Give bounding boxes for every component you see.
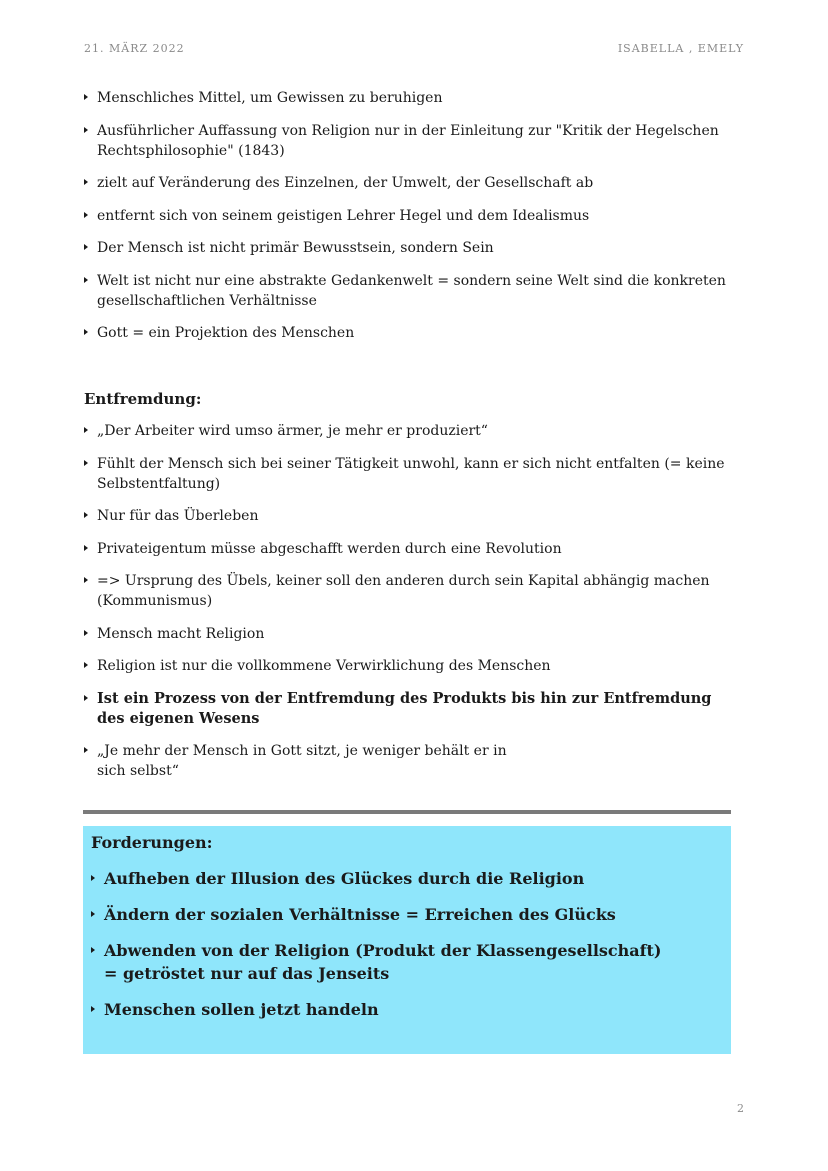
page-header [84,42,744,58]
bullet-icon [84,427,88,433]
section-divider [83,810,731,814]
bullet-icon [91,947,95,953]
list-item-text: zielt auf Veränderung des Einzelnen, der Umwelt, der Gesellschaft ab [97,175,594,191]
bullet-icon [84,545,88,551]
list-item-text: Fühlt der Mensch sich bei seiner Tätigkeit unwohl, kann er sich nicht entfalten (= keine Selbstentfaltung) [97,455,725,492]
bullet-icon [84,94,88,100]
forderungen-callout [83,826,731,1054]
bullet-icon [91,911,95,917]
list-item-text: Religion ist nur die vollkommene Verwirklichung des Menschen [97,658,551,674]
list-item [91,940,664,985]
list-item-text: Ist ein Prozess von der Entfremdung des Produkts bis hin zur Entfremdung des eigenen Wesens [97,689,712,727]
list-item-text: Ändern der sozialen Verhältnisse = Erreichen des Glücks [104,905,616,924]
bullet-icon [84,244,88,250]
entfremdung-list [84,421,734,794]
list-item [84,539,734,559]
list-item [84,454,734,494]
list-item-text: entfernt sich von seinem geistigen Lehrer Hegel und dem Idealismus [97,207,590,224]
list-item-text: Der Mensch ist nicht primär Bewusstsein, sondern Sein [97,240,494,256]
list-item [84,206,734,226]
list-item-text: Welt ist nicht nur eine abstrakte Gedankenwelt = sondern seine Welt sind die konkreten gesellschaftlichen Verhältnisse [97,272,726,309]
list-item-bold [84,689,734,729]
list-item-text: Gott = ein Projektion des Menschen [97,325,355,341]
list-item [91,999,711,1022]
list-item [84,121,734,161]
bullet-icon [91,875,95,881]
bullet-icon [84,460,88,466]
list-item [84,421,734,441]
page-number: 2 [737,1102,744,1115]
list-item [84,506,734,526]
bullet-icon [91,1006,95,1012]
forderungen-list [91,868,711,1035]
list-item-text: => Ursprung des Übels, keiner soll den anderen durch sein Kapital abhängig machen (Kommunismus) [97,573,710,609]
list-item [84,741,537,781]
list-item [84,323,734,343]
list-item [84,571,734,611]
bullet-icon [84,512,88,518]
list-item [84,656,734,676]
list-item-text: Aufheben der Illusion des Glückes durch die Religion [104,869,585,888]
list-item-text: „Der Arbeiter wird umso ärmer, je mehr er produziert“ [97,423,488,439]
callout-heading: Forderungen: [91,833,213,852]
bullet-icon [84,630,88,636]
bullet-icon [84,747,88,753]
bullet-icon [84,329,88,335]
list-item-text: Ausführlicher Auffassung von Religion nur in der Einleitung zur "Kritik der Hegelschen Rechtsphilosophie" (1843) [97,122,719,159]
list-item-text: Menschen sollen jetzt handeln [104,999,379,1019]
bullet-icon [84,695,88,701]
list-item [84,271,734,311]
list-item-text: „Je mehr der Mensch in Gott sitzt, je weniger behält er in sich selbst“ [97,743,507,779]
list-item [84,238,734,258]
list-item-text: Abwenden von der Religion (Produkt der Klassengesellschaft) = getröstet nur auf das Jenseits [104,941,662,983]
bullet-icon [84,179,88,185]
marx-religion-list [84,88,734,356]
list-item [84,624,734,644]
list-item [84,88,734,108]
bullet-icon [84,662,88,668]
list-item-text: Mensch macht Religion [97,625,265,642]
list-item-text: Privateigentum müsse abgeschafft werden durch eine Revolution [97,540,562,557]
list-item [84,173,734,193]
list-item [91,904,711,927]
bullet-icon [84,212,88,218]
section-heading-entfremdung: Entfremdung: [84,390,202,408]
bullet-icon [84,127,88,133]
list-item [91,868,711,891]
bullet-icon [84,277,88,283]
bullet-icon [84,577,88,583]
list-item-text: Nur für das Überleben [97,508,259,524]
header-date: 21. MÄRZ 2022 [84,42,185,55]
list-item-text: Menschliches Mittel, um Gewissen zu beruhigen [97,90,443,106]
header-authors: ISABELLA , EMELY [617,42,744,55]
